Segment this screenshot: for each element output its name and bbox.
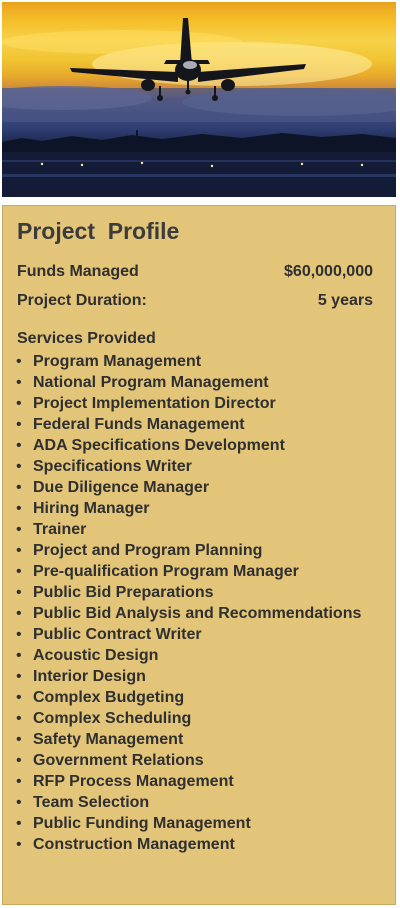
service-label: Construction Management [33,836,235,853]
service-label: Pre-qualification Program Manager [33,563,299,580]
bullet-icon: • [16,794,22,811]
list-item [13,561,363,582]
bullet-icon: • [16,752,22,769]
list-item [13,351,363,372]
list-item [13,792,363,813]
list-item [13,519,363,540]
project-profile-title: Project Profile [17,218,180,244]
bullet-icon: • [16,416,22,433]
list-item [13,603,363,624]
bullet-icon: • [16,689,22,706]
bullet-icon: • [16,395,22,412]
bullet-icon: • [16,626,22,643]
service-label: Project Implementation Director [33,395,276,412]
list-item [13,456,363,477]
bullet-icon: • [16,353,22,370]
service-label: Complex Scheduling [33,710,192,727]
list-item [13,708,363,729]
services-list [13,351,363,855]
list-item [13,624,363,645]
list-item [13,645,363,666]
service-label: Safety Management [33,731,184,748]
bullet-icon: • [16,542,22,559]
service-label: Acoustic Design [33,647,159,664]
list-item [13,498,363,519]
service-label: ADA Specifications Development [33,437,285,454]
bullet-icon: • [16,521,22,538]
list-item [13,582,363,603]
service-label: Trainer [33,521,87,538]
bullet-icon: • [16,479,22,496]
list-item [13,666,363,687]
project-duration-label: Project Duration: [17,292,147,309]
bullet-icon: • [16,374,22,391]
bullet-icon: • [16,668,22,685]
service-label: Specifications Writer [33,458,192,475]
service-label: Complex Budgeting [33,689,185,706]
airplane-sunset-image [2,2,396,197]
service-label: Interior Design [33,668,146,685]
service-label: Program Management [33,353,202,370]
list-item [13,414,363,435]
project-profile-card [2,205,396,905]
bullet-icon: • [16,584,22,601]
service-label: Government Relations [33,752,204,769]
bullet-icon: • [16,437,22,454]
list-item [13,477,363,498]
service-label: Public Funding Management [33,815,251,832]
list-item [13,750,363,771]
bullet-icon: • [16,458,22,475]
bullet-icon: • [16,836,22,853]
service-label: Public Contract Writer [33,626,202,643]
service-label: Public Bid Analysis and Recommendations [33,605,362,622]
list-item [13,435,363,456]
project-duration-value: 5 years [317,292,373,309]
funds-managed-label: Funds Managed [17,263,139,280]
list-item [13,540,363,561]
bullet-icon: • [16,710,22,727]
service-label: National Program Management [33,374,269,391]
bullet-icon: • [16,605,22,622]
bullet-icon: • [16,563,22,580]
hero-image [2,2,396,197]
bullet-icon: • [16,647,22,664]
list-item [13,771,363,792]
bullet-icon: • [16,773,22,790]
services-provided-title: Services Provided [17,330,156,347]
funds-managed-row [17,263,373,281]
list-item [13,729,363,750]
service-label: RFP Process Management [33,773,234,790]
funds-managed-value: $60,000,000 [284,263,373,280]
bullet-icon: • [16,815,22,832]
service-label: Project and Program Planning [33,542,263,559]
list-item [13,372,363,393]
service-label: Public Bid Preparations [33,584,214,601]
bullet-icon: • [16,500,22,517]
service-label: Team Selection [33,794,150,811]
service-label: Due Diligence Manager [33,479,210,496]
list-item [13,813,363,834]
list-item [13,687,363,708]
service-label: Hiring Manager [33,500,150,517]
list-item [13,393,363,414]
service-label: Federal Funds Management [33,416,245,433]
list-item [13,834,363,855]
bullet-icon: • [16,731,22,748]
project-duration-row [17,292,373,310]
